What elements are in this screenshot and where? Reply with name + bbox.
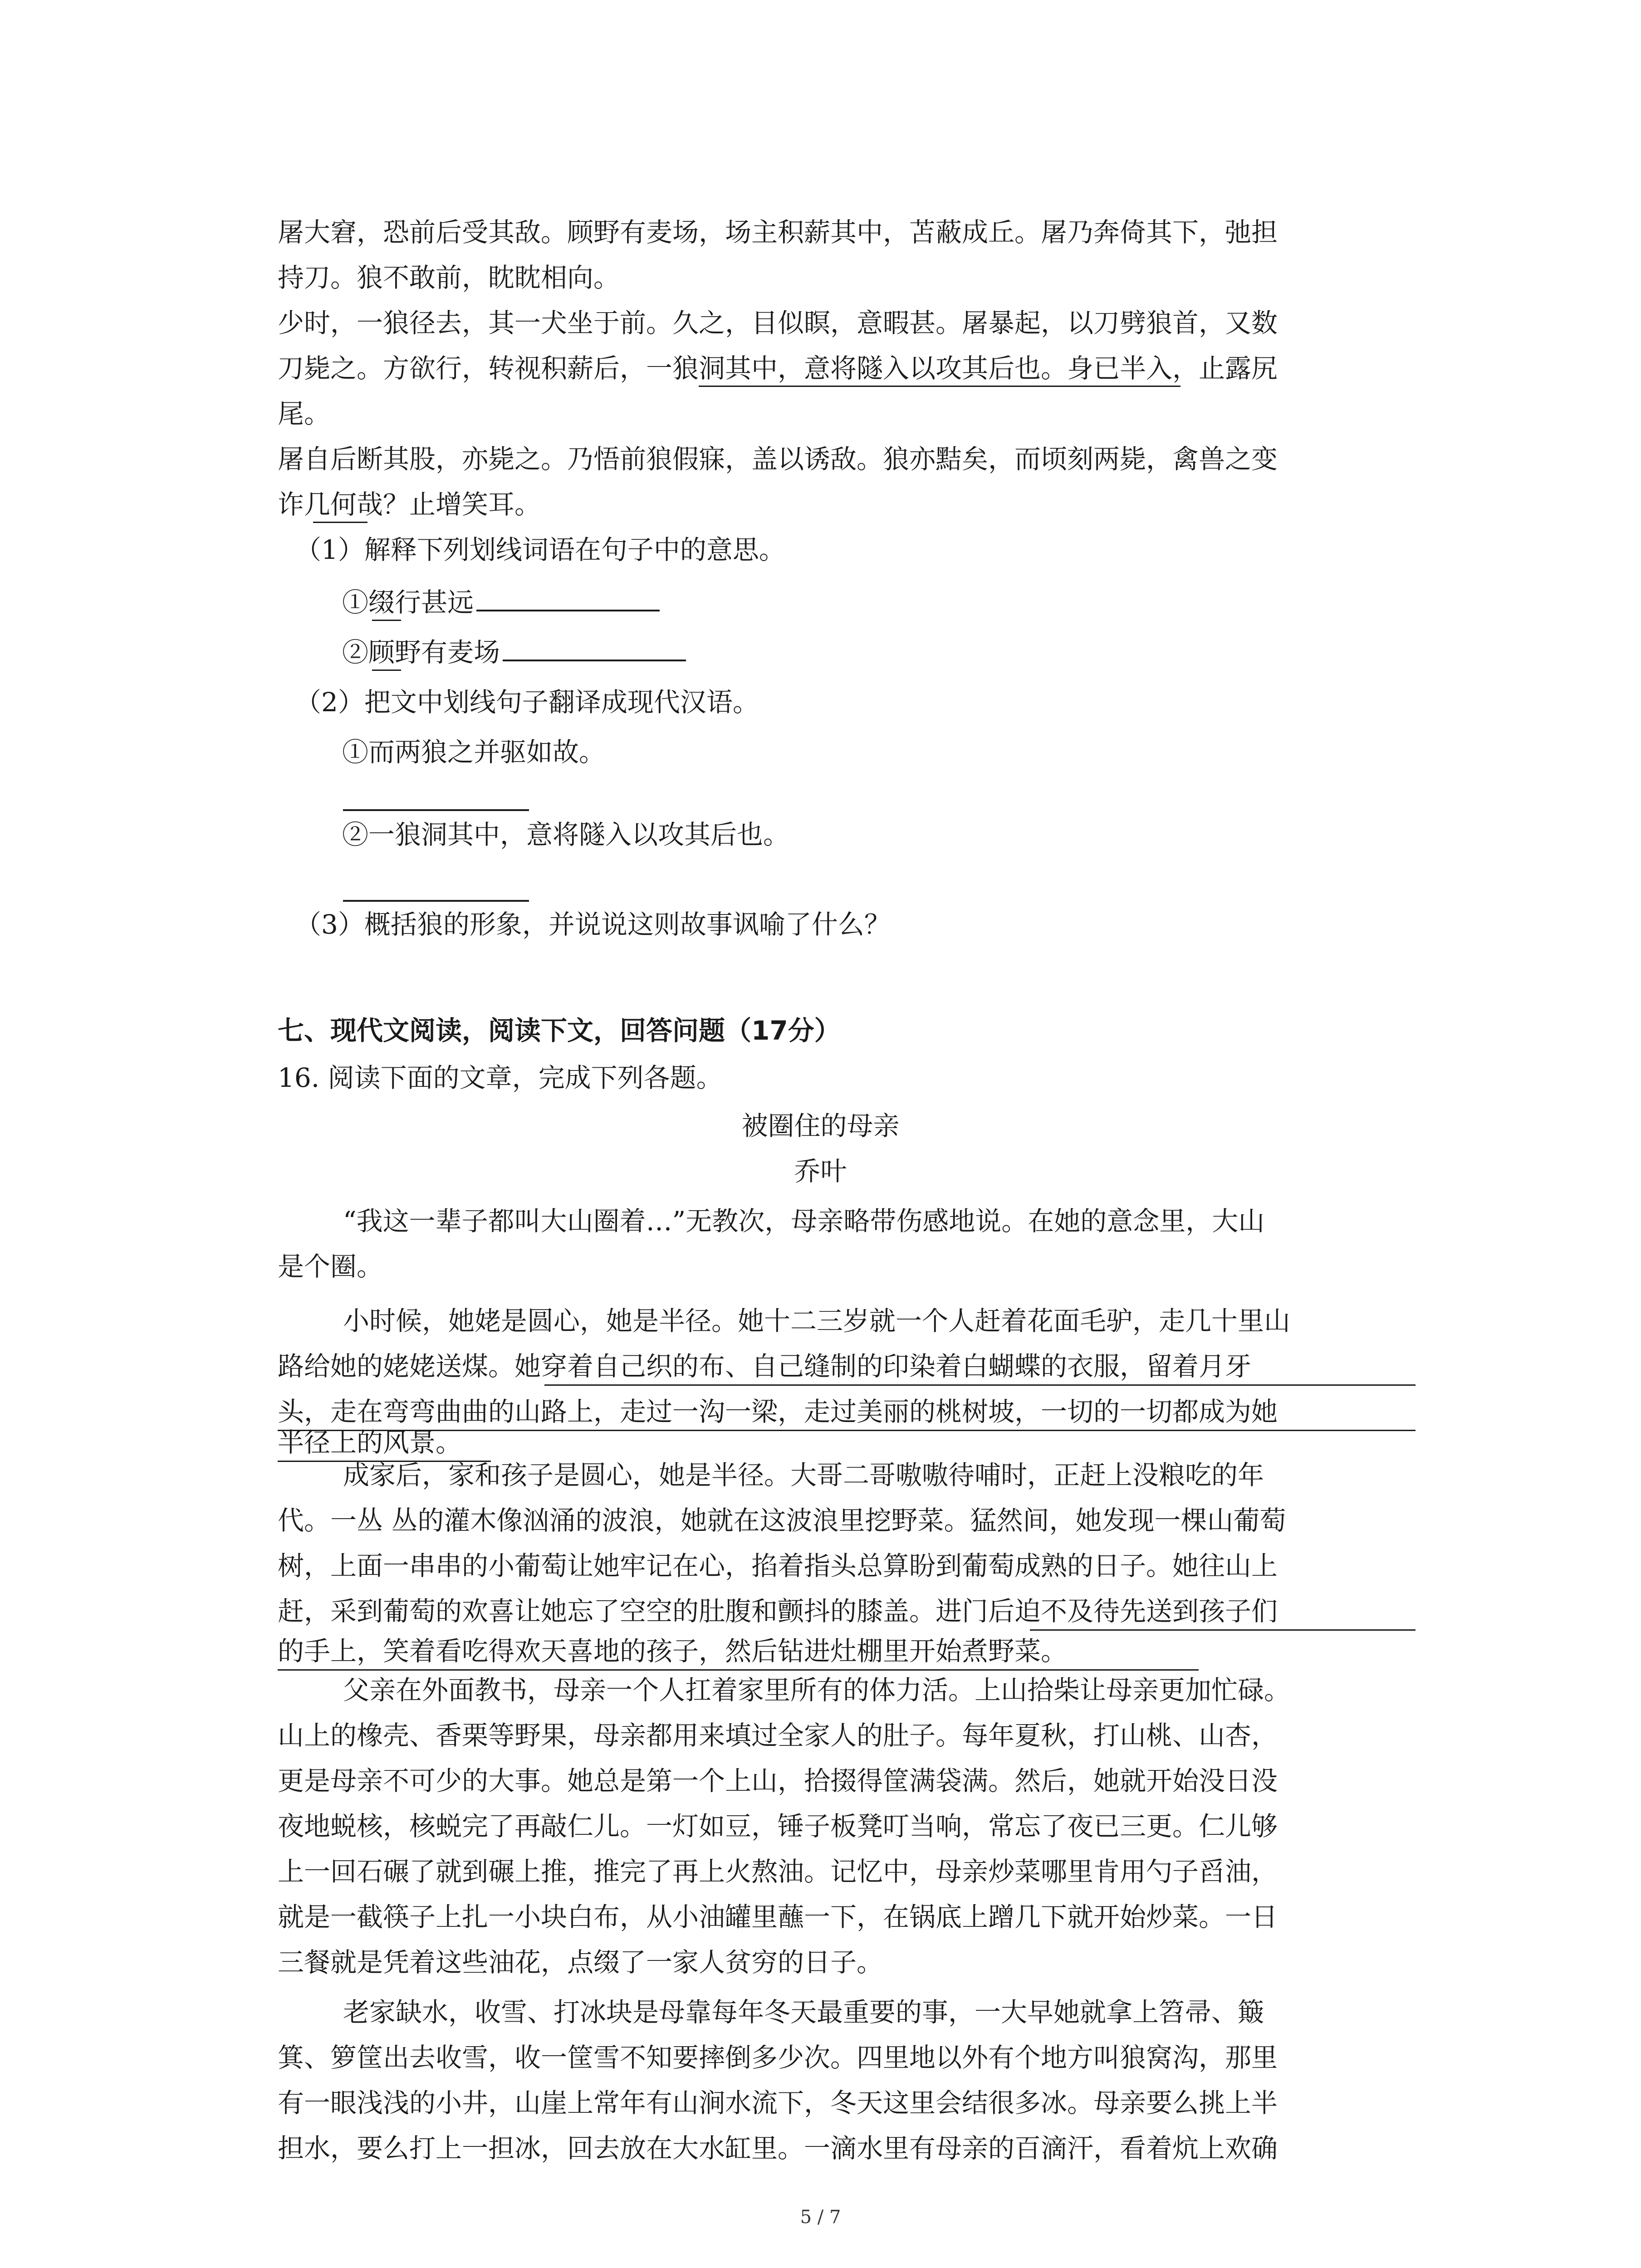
underline-mark — [699, 386, 1181, 387]
question-15-1: （1）解释下列划线词语在句子中的意思。 — [295, 534, 785, 565]
classical-line: 屠自后断其股，亦毙之。乃悟前狼假寐，盖以诱敌。狼亦黠矣，而顷刻两毙，禽兽之变 — [278, 444, 1278, 474]
article-line: 的手上，笑着看吃得欢天喜地的孩子，然后钻进灶棚里开始煮野菜。 — [278, 1636, 1068, 1667]
article-line: 小时候，她姥是圆心，她是半径。她十二三岁就一个人赶着花面毛驴，走几十里山 — [343, 1305, 1291, 1336]
page-number: 5 / 7 — [800, 2207, 841, 2228]
article-title: 被圈住的母亲 — [741, 1110, 900, 1141]
classical-line: 刀毙之。方欲行，转视积薪后，一狼洞其中，意将隧入以攻其后也。身已半入，止露尻 — [278, 353, 1278, 384]
article-line: 树，上面一串串的小葡萄让她牢记在心，掐着指头总算盼到葡萄成熟的日子。她往山上 — [278, 1550, 1278, 1581]
article-line: 山上的橡壳、香栗等野果，母亲都用来填过全家人的肚子。每年夏秋，打山桃、山杏， — [278, 1720, 1278, 1751]
underline-mark — [313, 522, 367, 523]
article-line: 担水，要么打上一担冰，回去放在大水缸里。一滴水里有母亲的百滴汗，看着炕上欢确 — [278, 2133, 1278, 2164]
article-line: 赶，采到葡萄的欢喜让她忘了空空的肚腹和颤抖的膝盖。进门后迫不及待先送到孩子们 — [278, 1596, 1278, 1627]
article-line: “我这一辈子都叫大山圈着…”无教次，母亲略带伤感地说。在她的意念里，大山 — [343, 1206, 1265, 1237]
answer-blank[interactable] — [503, 634, 686, 661]
classical-line: 持刀。狼不敢前，眈眈相向。 — [278, 262, 620, 293]
article-line: 头，走在弯弯曲曲的山路上，走过一沟一梁，走过美丽的桃树坡，一切的一切都成为她 — [278, 1396, 1278, 1427]
classical-line: 少时，一狼径去，其一犬坐于前。久之，目似瞑，意暇甚。屠暴起，以刀劈狼首，又数 — [278, 308, 1278, 338]
question-15-2-a: ①而两狼之并驱如故。 — [342, 737, 606, 767]
article-line: 夜地蜕核，核蜕完了再敲仁儿。一灯如豆，锤子板凳叮当响，常忘了夜已三更。仁儿够 — [278, 1811, 1278, 1842]
question-15-3: （3）概括狼的形象，并说说这则故事讽喻了什么？ — [295, 909, 891, 940]
article-line: 路给她的姥姥送煤。她穿着自己织的布、自己缝制的印染着白蝴蝶的衣服，留着月牙 — [278, 1351, 1252, 1382]
article-line: 代。一丛 丛的灌木像汹涌的波浪，她就在这波浪里挖野菜。猛然间，她发现一棵山葡萄 — [278, 1505, 1286, 1536]
underline-mark — [1030, 1629, 1416, 1631]
article-line: 有一眼浅浅的小井，山崖上常年有山涧水流下，冬天这里会结很多冰。母亲要么挑上半 — [278, 2087, 1278, 2118]
article-line: 父亲在外面教书，母亲一个人扛着家里所有的体力活。上山拾柴让母亲更加忙碌。 — [343, 1675, 1291, 1706]
classical-line: 诈几何哉？止增笑耳。 — [278, 489, 541, 520]
article-line: 三餐就是凭着这些油花，点缀了一家人贫穷的日子。 — [278, 1947, 883, 1978]
question-15-2-b: ②一狼洞其中，意将隧入以攻其后也。 — [342, 819, 790, 850]
article-author: 乔叶 — [794, 1156, 847, 1187]
article-line: 老家缺水，收雪、打冰块是母靠每年冬天最重要的事，一大早她就拿上笤帚、簸 — [343, 1997, 1264, 2028]
article-line: 更是母亲不可少的大事。她总是第一个上山，拾掇得筐满袋满。然后，她就开始没日没 — [278, 1765, 1278, 1796]
underline-mark — [372, 670, 401, 671]
article-line: 成家后，家和孩子是圆心，她是半径。大哥二哥嗷嗷待哺时，正赶上没粮吃的年 — [343, 1460, 1264, 1491]
article-line: 半径上的风景。 — [278, 1427, 462, 1458]
question-15-2: （2）把文中划线句子翻译成现代汉语。 — [295, 687, 759, 718]
answer-line[interactable] — [343, 809, 529, 811]
answer-blank[interactable] — [476, 584, 660, 611]
section-heading: 七、现代文阅读，阅读下文，回答问题（17分） — [278, 1015, 841, 1046]
article-line: 就是一截筷子上扎一小块白布，从小油罐里蘸一下，在锅底上蹭几下就开始炒菜。一日 — [278, 1901, 1278, 1932]
article-line: 上一回石碾了就到碾上推，推完了再上火熬油。记忆中，母亲炒菜哪里肯用勺子舀油， — [278, 1856, 1278, 1887]
classical-line: 尾。 — [278, 398, 331, 429]
question-15-1-a: ①缀行甚远 — [342, 584, 660, 621]
underline-mark — [372, 620, 401, 621]
article-line: 箕、箩筐出去收雪，收一筐雪不知要摔倒多少次。四里地以外有个地方叫狼窝沟，那里 — [278, 2042, 1278, 2073]
question-15-1-b: ②顾野有麦场 — [342, 634, 686, 670]
underline-mark — [278, 1669, 1199, 1671]
article-line: 是个圈。 — [278, 1251, 383, 1282]
question-16: 16. 阅读下面的文章，完成下列各题。 — [278, 1062, 723, 1093]
underline-mark — [544, 1384, 1416, 1386]
answer-line[interactable] — [343, 900, 529, 902]
classical-line: 屠大窘，恐前后受其敌。顾野有麦场，场主积薪其中，苫蔽成丘。屠乃奔倚其下，弛担 — [278, 217, 1278, 248]
